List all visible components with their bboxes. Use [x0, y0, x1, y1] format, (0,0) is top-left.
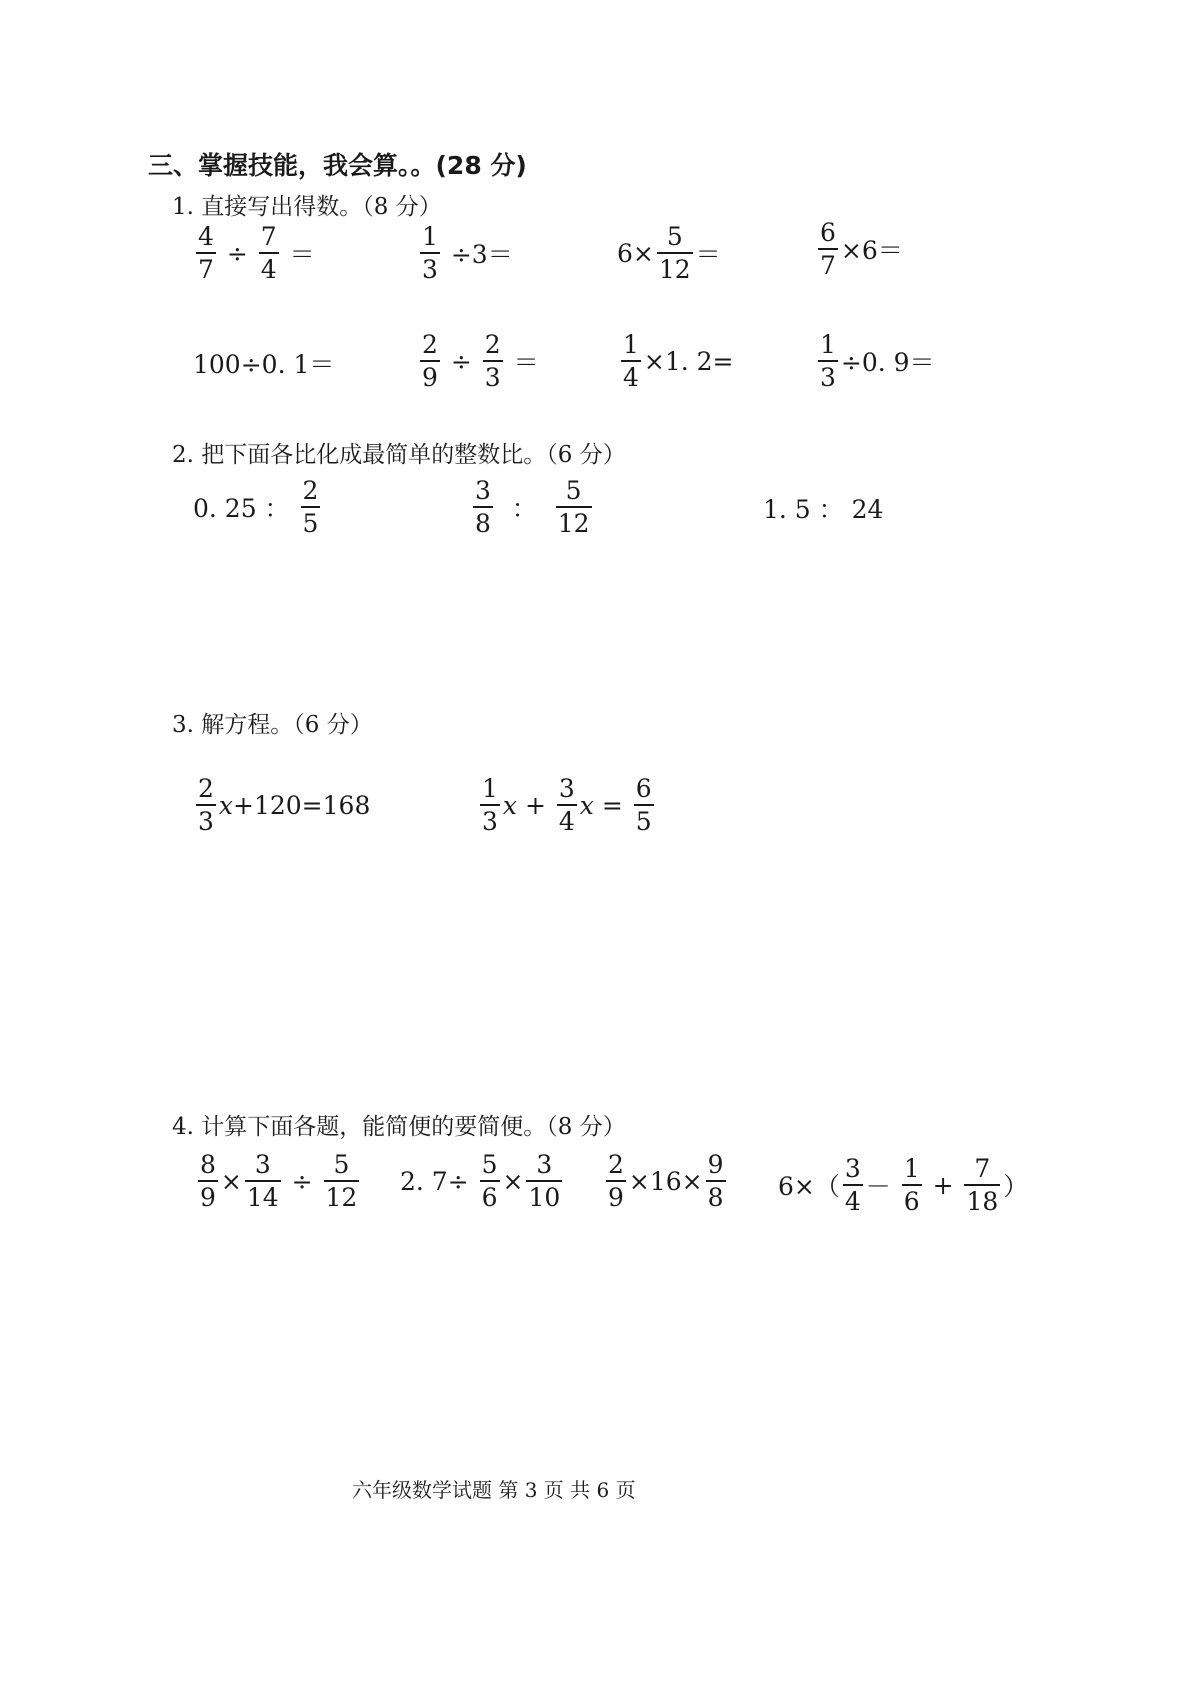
expression-text: ×1. 2= — [643, 346, 734, 376]
variable: x — [502, 790, 518, 820]
q2-ratio-2 — [470, 478, 595, 536]
denominator: 9 — [198, 1180, 218, 1210]
q4-expression-4 — [778, 1156, 1028, 1214]
numerator: 4 — [198, 222, 214, 251]
numerator: 3 — [536, 1150, 553, 1179]
fraction — [480, 776, 500, 834]
expression-text: 2. 7÷ — [400, 1166, 477, 1196]
fraction — [473, 478, 493, 536]
denominator: 12 — [556, 506, 592, 536]
expression-text: ： — [495, 494, 553, 523]
denominator: 8 — [473, 506, 493, 536]
denominator: 6 — [480, 1180, 500, 1210]
denominator: 14 — [245, 1180, 281, 1210]
denominator: 6 — [902, 1184, 922, 1214]
denominator: 12 — [324, 1180, 360, 1210]
q1-expression-8 — [815, 332, 935, 390]
expression-text: 100÷0. 1＝ — [193, 350, 335, 379]
denominator: 3 — [818, 360, 838, 390]
numerator: 2 — [484, 330, 501, 359]
q4-expression-3 — [603, 1152, 729, 1210]
denominator: 7 — [818, 248, 838, 278]
fraction — [657, 224, 693, 282]
q1-expression-4 — [815, 220, 903, 278]
expression-text: ） — [1003, 1172, 1029, 1201]
expression-text: + — [924, 1170, 962, 1200]
q1-expression-7 — [618, 332, 734, 390]
denominator: 4 — [557, 804, 577, 834]
expression-text: + — [517, 790, 554, 820]
denominator: 5 — [634, 804, 654, 834]
numerator: 5 — [333, 1150, 350, 1179]
denominator: 9 — [606, 1180, 626, 1210]
numerator: 2 — [608, 1150, 624, 1179]
expression-text: 0. 25 ： — [193, 494, 298, 523]
numerator: 1 — [482, 774, 498, 803]
denominator: 3 — [480, 804, 500, 834]
expression-text: 6× — [617, 238, 654, 268]
fraction — [556, 478, 592, 536]
fraction — [483, 332, 503, 390]
numerator: 5 — [565, 476, 582, 505]
denominator: 10 — [526, 1180, 562, 1210]
denominator: 8 — [706, 1180, 726, 1210]
expression-text: ＝ — [505, 348, 539, 377]
numerator: 1 — [422, 222, 438, 251]
fraction — [706, 1152, 726, 1210]
expression-text: ÷ — [442, 346, 480, 376]
page-footer: 六年级数学试题 第 3 页 共 6 页 — [352, 1478, 636, 1502]
fraction — [196, 776, 216, 834]
numerator: 1 — [820, 330, 836, 359]
numerator: 5 — [666, 222, 683, 251]
fraction — [245, 1152, 281, 1210]
denominator: 18 — [964, 1184, 1000, 1214]
numerator: 2 — [302, 476, 319, 505]
expression-text: = — [593, 790, 631, 820]
expression-text: × — [220, 1166, 242, 1196]
q4-expression-1 — [195, 1152, 362, 1210]
fraction — [301, 478, 321, 536]
fraction — [557, 776, 577, 834]
denominator: 9 — [420, 360, 440, 390]
denominator: 7 — [196, 252, 216, 282]
q2-ratio-1 — [193, 478, 323, 536]
fraction — [818, 332, 838, 390]
denominator: 4 — [621, 360, 641, 390]
fraction — [634, 776, 654, 834]
numerator: 3 — [844, 1154, 861, 1183]
question-3-title: 3. 解方程。（6 分） — [172, 712, 373, 738]
numerator: 5 — [481, 1150, 498, 1179]
expression-text: ＝ — [695, 240, 721, 269]
q1-expression-1 — [193, 224, 315, 282]
q1-expression-6 — [417, 332, 539, 390]
variable: x — [579, 790, 594, 820]
denominator: 4 — [843, 1184, 863, 1214]
numerator: 3 — [254, 1150, 271, 1179]
fraction — [526, 1152, 562, 1210]
fraction — [196, 224, 216, 282]
expression-text: 1. 5 ： 24 — [763, 495, 884, 524]
numerator: 7 — [974, 1154, 991, 1183]
expression-text: ×16× — [628, 1166, 703, 1196]
fraction — [621, 332, 641, 390]
fraction — [964, 1156, 1000, 1214]
fraction — [480, 1152, 500, 1210]
denominator: 3 — [196, 804, 216, 834]
q1-expression-2 — [417, 224, 513, 282]
denominator: 4 — [259, 252, 279, 282]
expression-text: ÷ — [218, 238, 256, 268]
question-4-title: 4. 计算下面各题，能简便的要简便。（8 分） — [172, 1114, 626, 1140]
expression-text: ÷3＝ — [442, 240, 513, 269]
expression-text: ÷0. 9＝ — [840, 348, 935, 377]
q2-ratio-3 — [763, 490, 883, 526]
expression-text: ＝ — [281, 240, 315, 269]
numerator: 6 — [820, 218, 836, 247]
denominator: 3 — [420, 252, 440, 282]
numerator: 7 — [260, 222, 277, 251]
expression-text: ÷ — [283, 1166, 321, 1196]
fraction — [902, 1156, 922, 1214]
fraction — [843, 1156, 863, 1214]
numerator: 2 — [198, 774, 214, 803]
numerator: 1 — [903, 1154, 920, 1183]
fraction — [606, 1152, 626, 1210]
fraction — [818, 220, 838, 278]
q1-expression-5 — [193, 345, 334, 381]
numerator: 3 — [558, 774, 575, 803]
fraction — [198, 1152, 218, 1210]
numerator: 3 — [475, 476, 491, 505]
expression-text: － — [865, 1172, 899, 1201]
denominator: 3 — [483, 360, 503, 390]
denominator: 5 — [301, 506, 321, 536]
expression-text: ×6＝ — [840, 236, 903, 265]
expression-text: × — [502, 1166, 524, 1196]
numerator: 2 — [422, 330, 438, 359]
variable: x — [218, 790, 234, 820]
question-1-title: 1. 直接写出得数。（8 分） — [172, 194, 442, 220]
numerator: 9 — [707, 1150, 724, 1179]
numerator: 1 — [623, 330, 639, 359]
fraction — [324, 1152, 360, 1210]
fraction — [420, 332, 440, 390]
fraction — [420, 224, 440, 282]
expression-text: +120=168 — [233, 790, 371, 820]
numerator: 6 — [635, 774, 652, 803]
denominator: 12 — [657, 252, 693, 282]
q3-equation-2 — [477, 776, 657, 834]
question-2-title: 2. 把下面各比化成最简单的整数比。（6 分） — [172, 442, 626, 468]
expression-text: 6×（ — [778, 1172, 840, 1201]
q1-expression-3 — [617, 224, 721, 282]
q3-equation-1 — [193, 776, 370, 834]
numerator: 8 — [200, 1150, 216, 1179]
q4-expression-2 — [400, 1152, 565, 1210]
section-title: 三、掌握技能，我会算。。(28 分) — [148, 151, 527, 180]
fraction — [259, 224, 279, 282]
